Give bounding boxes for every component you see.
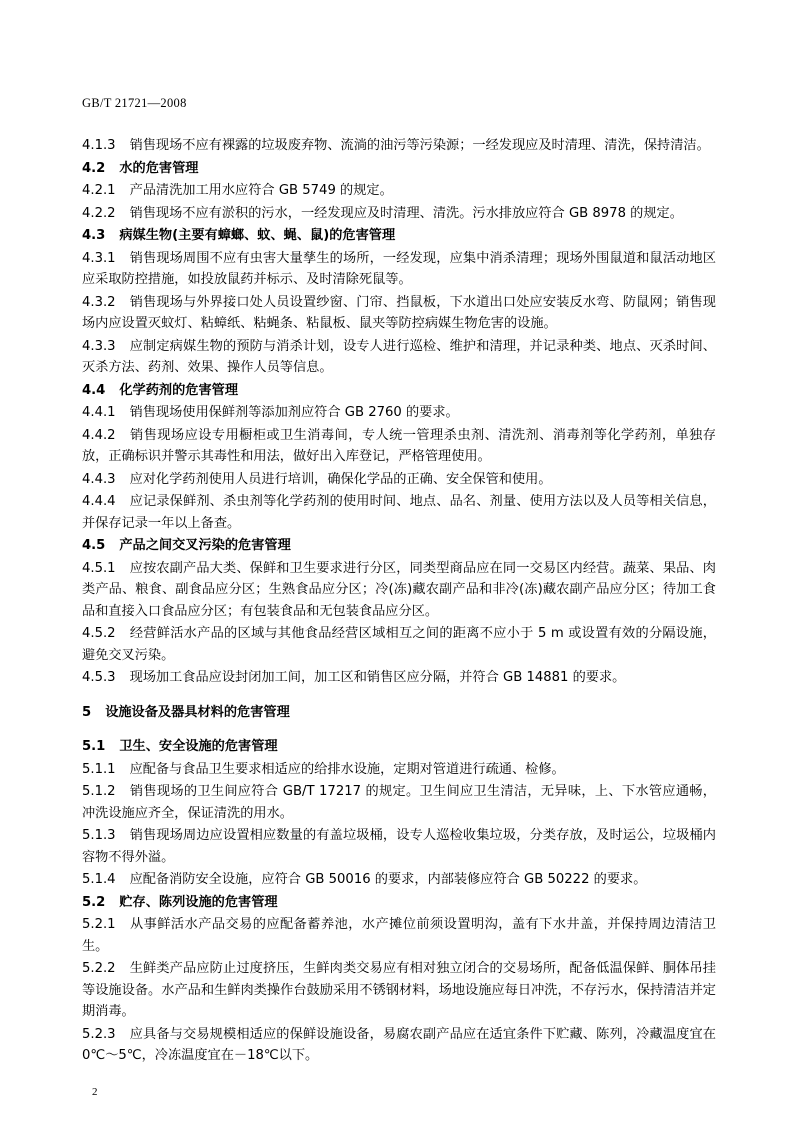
clause-spacer — [105, 225, 119, 247]
clause-paragraph — [82, 892, 716, 914]
clause-text: 应制定病媒生物的预防与消杀计划，设专人进行巡检、维护和清理，并记录种类、地点、灭杀时间、灭杀方法、药剂、效果、操作人员等信息。 — [82, 338, 716, 375]
clause-spacer — [116, 825, 130, 847]
clause-text: 销售现场周围不应有虫害大量孳生的场所，一经发现，应集中消杀清理；现场外围鼠道和鼠活动地区应采取防控措施，如投放鼠药并标示、及时清除死鼠等。 — [82, 250, 716, 287]
clause-number: 4.4.2 — [82, 427, 116, 443]
clause-paragraph — [82, 667, 716, 689]
clause-spacer — [116, 914, 130, 936]
clause-number: 4.4.1 — [82, 405, 116, 420]
clause-spacer — [116, 135, 130, 157]
clause-paragraph — [82, 292, 716, 335]
clause-paragraph — [82, 702, 716, 724]
clause-paragraph — [82, 781, 716, 824]
clause-spacer — [105, 158, 119, 180]
clause-spacer — [116, 759, 130, 781]
clause-number: 4.2 — [82, 160, 106, 176]
clause-paragraph — [82, 736, 716, 758]
clause-spacer — [116, 469, 130, 491]
clause-text: 应记录保鲜剂、杀虫剂等化学药剂的使用时间、地点、品名、剂量、使用方法以及人员等相关信息，并保存记录一年以上备查。 — [82, 494, 716, 531]
clause-text: 病媒生物(主要有蟑螂、蚊、蝇、鼠)的危害管理 — [119, 228, 396, 243]
clause-text: 销售现场与外界接口处人员设置纱窗、门帘、挡鼠板，下水道出口处应安装反水弯、防鼠网；销售现场内应设置灭蚊灯、粘蟑纸、粘蝇条、粘鼠板、鼠夹等防控病媒生物危害的设施。 — [82, 294, 716, 331]
clause-paragraph — [82, 203, 716, 225]
clause-number: 4.3.2 — [82, 294, 116, 310]
clause-spacer — [116, 869, 130, 891]
clause-number: 4.1.3 — [82, 138, 116, 153]
clause-number: 4.5 — [82, 538, 106, 553]
clause-number: 5.2 — [82, 894, 106, 910]
clause-spacer — [116, 558, 130, 580]
clause-spacer — [116, 248, 130, 270]
clause-text: 销售现场应设专用橱柜或卫生消毒间，专人统一管理杀虫剂、清洗剂、消毒剂等化学药剂，单独存放，正确标识并警示其毒性和用法，做好出入库登记，严格管理使用。 — [82, 427, 716, 464]
clause-number: 4.5.2 — [82, 626, 116, 641]
document-body — [82, 135, 716, 1067]
clause-paragraph — [82, 558, 716, 623]
clause-number: 4.3.1 — [82, 250, 116, 266]
clause-number: 4.3 — [82, 228, 106, 243]
clause-text: 水的危害管理 — [119, 160, 199, 176]
clause-text: 应对化学药剂使用人员进行培训，确保化学品的正确、安全保管和使用。 — [129, 471, 552, 487]
clause-text: 产品清洗加工用水应符合 GB 5749 的规定。 — [129, 183, 393, 198]
clause-paragraph — [82, 825, 716, 868]
clause-spacer — [116, 623, 130, 645]
clause-number: 5.2.3 — [82, 1026, 116, 1042]
clause-number: 4.4.3 — [82, 471, 116, 487]
clause-paragraph — [82, 491, 716, 534]
clause-text: 应具备与交易规模相适应的保鲜设施设备，易腐农副产品应在适宜条件下贮藏、陈列，冷藏温度宜在 0℃～5℃，冷冻温度宜在－18℃以下。 — [82, 1026, 716, 1063]
clause-number: 5.2.1 — [82, 917, 116, 932]
clause-text: 销售现场的卫生间应符合 GB/T 17217 的规定。卫生间应卫生清洁，无异味，上、下水管应通畅，冲洗设施应齐全，保证清洗的用水。 — [82, 784, 716, 821]
clause-text: 应配备与食品卫生要求相适应的给排水设施，定期对管道进行疏通、检修。 — [129, 761, 565, 777]
clause-spacer — [105, 892, 119, 914]
clause-number: 5.1.1 — [82, 761, 116, 777]
clause-spacer — [116, 402, 130, 424]
clause-text: 应配备消防安全设施，应符合 GB 50016 的要求，内部装修应符合 GB 50222 的要求。 — [129, 872, 647, 887]
clause-text: 销售现场周边应设置相应数量的有盖垃圾桶，设专人巡检收集垃圾，分类存放，及时运公，垃圾桶内容物不得外溢。 — [82, 828, 716, 865]
clause-spacer — [116, 491, 130, 513]
clause-text: 经营鲜活水产品的区域与其他食品经营区域相互之间的距离不应小于 5 m 或设置有效的分隔设施，避免交叉污染。 — [82, 626, 716, 663]
page-content — [82, 96, 716, 1068]
clause-spacer — [116, 781, 130, 803]
clause-spacer — [116, 203, 130, 225]
clause-paragraph — [82, 180, 716, 202]
clause-paragraph — [82, 958, 716, 1023]
clause-text: 销售现场不应有裸露的垃圾废弃物、流淌的油污等污染源；一经发现应及时清理、清洗，保持清洁。 — [129, 138, 710, 153]
clause-text: 销售现场使用保鲜剂等添加剂应符合 GB 2760 的要求。 — [129, 405, 459, 420]
clause-number: 4.4.4 — [82, 494, 116, 509]
clause-spacer — [105, 736, 119, 758]
clause-number: 5.1.2 — [82, 784, 116, 799]
page-number: 2 — [92, 1086, 98, 1098]
clause-paragraph — [82, 535, 716, 557]
clause-text: 卫生、安全设施的危害管理 — [119, 739, 278, 754]
clause-number: 5.1.3 — [82, 828, 116, 843]
clause-spacer — [116, 667, 130, 689]
clause-spacer — [116, 1024, 130, 1046]
clause-text: 贮存、陈列设施的危害管理 — [119, 894, 278, 910]
clause-number: 4.5.3 — [82, 670, 116, 685]
clause-text: 化学药剂的危害管理 — [119, 382, 239, 398]
clause-paragraph — [82, 248, 716, 291]
clause-text: 生鲜类产品应防止过度挤压，生鲜肉类交易应有相对独立闭合的交易场所，配备低温保鲜、胴体吊挂等设施设备。水产品和生鲜肉类操作台鼓励采用不锈钢材料，场地设施应每日冲洗，不存污水，保持清洁并定期消毒。 — [82, 961, 716, 1019]
clause-text: 现场加工食品应设封闭加工间，加工区和销售区应分隔，并符合 GB 14881 的要求。 — [129, 670, 626, 685]
clause-text: 销售现场不应有淤积的污水，一经发现应及时清理、清洗。污水排放应符合 GB 8978 的规定。 — [129, 205, 683, 221]
clause-paragraph — [82, 336, 716, 379]
clause-text: 应按农副产品大类、保鲜和卫生要求进行分区，同类型商品应在同一交易区内经营。蔬菜、果品、肉类产品、粮食、副食品应分区；生熟食品应分区；冷(冻)藏农副产品和非冷(冻)藏农副产品应分区；待加工食品和直接入口食品应分区；有包装食品和无包装食品应分区。 — [82, 560, 716, 619]
clause-number: 4.2.1 — [82, 183, 116, 198]
clause-number: 5 — [82, 704, 92, 720]
clause-text: 产品之间交叉污染的危害管理 — [119, 538, 291, 553]
clause-number: 4.4 — [82, 382, 106, 398]
clause-paragraph — [82, 158, 716, 180]
clause-spacer — [91, 702, 105, 724]
clause-number: 4.2.2 — [82, 205, 116, 221]
clause-number: 5.1 — [82, 739, 106, 754]
clause-paragraph — [82, 469, 716, 491]
clause-spacer — [116, 958, 130, 980]
clause-paragraph — [82, 135, 716, 157]
clause-spacer — [116, 336, 130, 358]
clause-paragraph — [82, 425, 716, 468]
clause-paragraph — [82, 402, 716, 424]
clause-paragraph — [82, 759, 716, 781]
clause-paragraph — [82, 869, 716, 891]
clause-paragraph — [82, 380, 716, 402]
clause-text: 从事鲜活水产品交易的应配备蓄养池，水产摊位前须设置明沟，盖有下水井盖，并保持周边清洁卫生。 — [82, 917, 716, 954]
clause-number: 5.1.4 — [82, 872, 116, 887]
clause-spacer — [105, 380, 119, 402]
clause-spacer — [105, 535, 119, 557]
clause-paragraph — [82, 225, 716, 247]
document-header: GB/T 21721—2008 — [82, 96, 187, 110]
clause-spacer — [116, 425, 130, 447]
clause-spacer — [116, 180, 130, 202]
clause-number: 4.5.1 — [82, 560, 116, 576]
clause-spacer — [116, 292, 130, 314]
clause-paragraph — [82, 914, 716, 957]
clause-paragraph — [82, 1024, 716, 1067]
clause-number: 4.3.3 — [82, 338, 116, 354]
clause-number: 5.2.2 — [82, 961, 116, 976]
clause-text: 设施设备及器具材料的危害管理 — [105, 704, 290, 720]
clause-paragraph — [82, 623, 716, 666]
